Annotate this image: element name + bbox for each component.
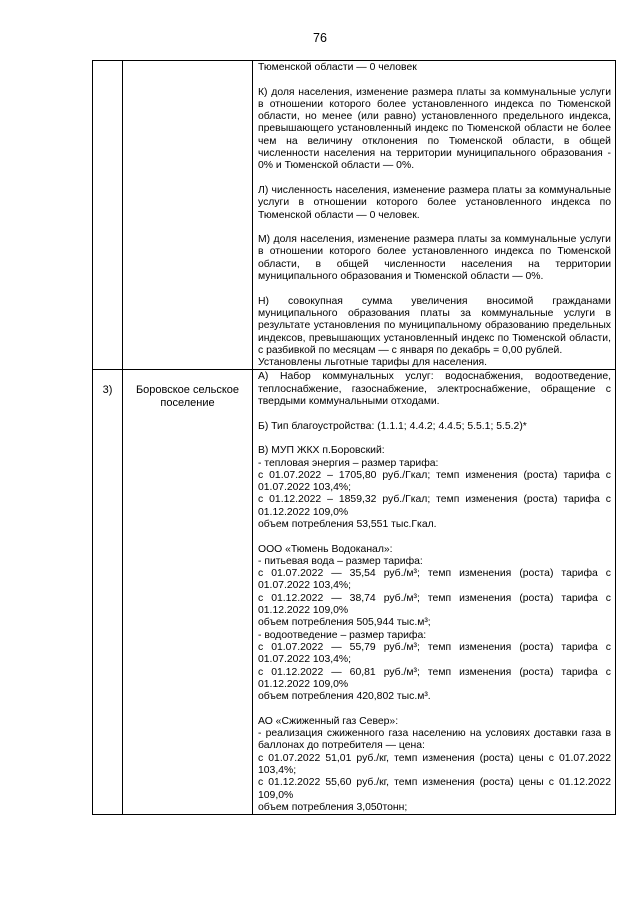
text-line: с 01.12.2022 — 38,74 руб./м³; темп изменения (роста) тарифа с 01.12.2022 109,0% (258, 592, 611, 617)
text-line: - водоотведение – размер тарифа: (258, 629, 427, 641)
indicators-text (258, 371, 611, 814)
text-line: с 01.07.2022 — 35,54 руб./м³; темп изменения (роста) тарифа с 01.07.2022 103,4%; (258, 568, 611, 592)
text-line: объем потребления 505,944 тыс.м³; (258, 617, 431, 629)
text-line: с 01.07.2022 – 1705,80 руб./Гкал; темп изменения (роста) тарифа с 01.07.2022 103,4%; (258, 469, 611, 494)
text-line: с 01.12.2022 55,60 руб./кг, темп изменения (роста) цены с 01.12.2022 109,0% (258, 777, 611, 801)
text-line: с 01.07.2022 51,01 руб./кг, темп изменения (роста) цены с 01.07.2022 103,4%; (258, 752, 611, 776)
paragraph-gap (258, 408, 611, 420)
settlement-cell (123, 370, 253, 815)
text-line: - питьевая вода – размер тарифа: (258, 555, 423, 567)
text-line: объем потребления 53,551 тыс.Гкал. (258, 518, 437, 530)
text-line: В) МУП ЖКХ п.Боровский: (258, 445, 385, 457)
text-line: ООО «Тюмень Водоканал»: (258, 543, 393, 555)
text-line: К) доля населения, изменение размера платы за коммунальные услуги в отношении которого более установленного индекса по Тюменской области, но менее (или равно) установленного предельного индекса, превышающего установленный индекс по Тюменской области не более чем на величину отклонения по Тюменской области, в общей численности населения на территории муниципального образования - 0% и Тюменской области — 0%. (258, 86, 611, 172)
settlement-cell (123, 61, 253, 370)
indicators-cell (253, 61, 616, 370)
table-row (93, 61, 616, 370)
table-row (93, 370, 616, 815)
text-line: Тюменской области — 0 человек (258, 62, 417, 73)
text-line: объем потребления 3,050тонн; (258, 801, 408, 813)
text-line: Установлены льготные тарифы для населения. (258, 357, 488, 369)
text-line: Л) численность населения, изменение размера платы за коммунальные услуги в отношении которого более установленного индекса по Тюменской области — 0 человек. (258, 184, 611, 221)
paragraph-gap (258, 173, 611, 185)
settlement-name: Боровское сельское поселение (135, 384, 240, 410)
text-line: объем потребления 420,802 тыс.м³. (258, 691, 431, 703)
text-line: М) доля населения, изменение размера платы за коммунальные услуги в отношении которого более установленного индекса по Тюменской области, в общей численности населения на территории муниципального образования и Тюменской области — 0%. (258, 234, 611, 283)
paragraph-gap (258, 703, 611, 715)
row-number: 3) (102, 384, 113, 397)
text-line: - реализация сжиженного газа населению на условиях доставки газа в баллонах до потребителя — цена: (258, 728, 611, 752)
paragraph-gap (258, 433, 611, 445)
paragraph-gap (258, 74, 611, 86)
text-line: А) Набор коммунальных услуг: водоснабжения, водоотведение, теплоснабжение, газоснабжение, электроснабжение, обращение с твердыми коммунальными отходами. (258, 371, 611, 408)
indicators-text (258, 62, 611, 369)
paragraph-gap (258, 283, 611, 295)
text-line: с 01.12.2022 – 1859,32 руб./Гкал; темп изменения (роста) тарифа с 01.12.2022 109,0% (258, 494, 611, 518)
text-line: с 01.07.2022 — 55,79 руб./м³; темп изменения (роста) тарифа с 01.07.2022 103,4%; (258, 641, 611, 666)
settlements-table (92, 60, 616, 815)
indicators-cell (253, 370, 616, 815)
text-line: АО «Сжиженный газ Север»: (258, 715, 399, 727)
text-line: - тепловая энергия – размер тарифа: (258, 457, 439, 469)
paragraph-gap (258, 531, 611, 543)
page-number: 76 (313, 31, 327, 45)
row-number-cell (93, 370, 123, 815)
row-number-cell (93, 61, 123, 370)
paragraph-gap (258, 222, 611, 234)
text-line: Н) совокупная сумма увеличения вносимой гражданами муниципального образования платы за коммунальные услуги в результате установления по муниципальному образованию предельных индексов, превышающих установленный индекс по Тюменской области, с разбивкой по месяцам — с января по декабрь = 0,00 рублей. (258, 295, 611, 356)
text-line: Б) Тип благоустройства: (1.1.1; 4.4.2; 4.4.5; 5.5.1; 5.5.2)* (258, 420, 527, 432)
text-line: с 01.12.2022 — 60,81 руб./м³; темп изменения (роста) тарифа с 01.12.2022 109,0% (258, 666, 611, 690)
